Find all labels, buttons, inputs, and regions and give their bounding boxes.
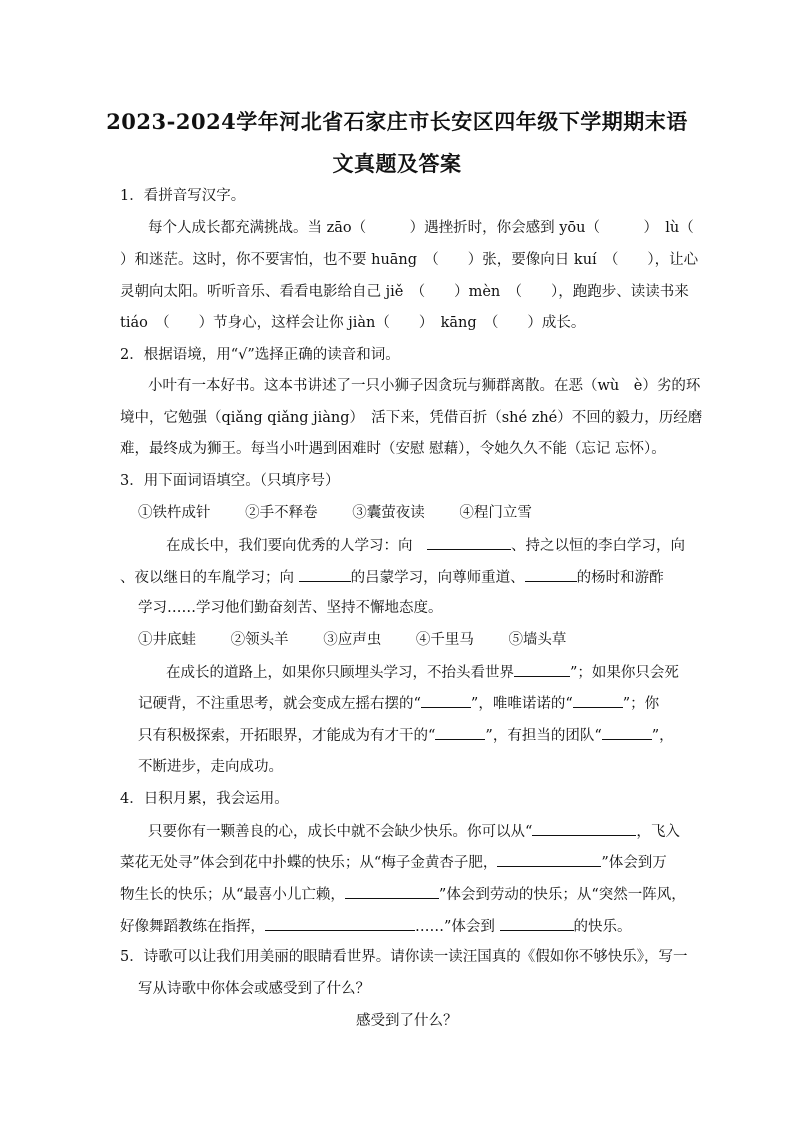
- q4-text: 好像舞蹈教练在指挥，: [120, 919, 265, 935]
- q4-text: ”体会到万: [601, 855, 667, 871]
- fill-blank[interactable]: [299, 567, 351, 582]
- q1-line-2: ）和迷茫。这时，你不要害怕，也不要 huāng （ ）张，要像向日 kuí （ ），让心: [120, 252, 699, 268]
- q4-line-1: [148, 821, 680, 842]
- q3-p2-text: ”，唯唯诺诺的“: [470, 696, 573, 712]
- q3-p2-text: ”；如果你只会死: [570, 665, 679, 681]
- fill-blank[interactable]: [532, 821, 636, 836]
- q3-option: ④程门立雪: [459, 505, 532, 521]
- q4-text: ……”体会到: [415, 919, 500, 935]
- fill-blank[interactable]: [435, 725, 485, 740]
- fill-blank[interactable]: [525, 567, 577, 582]
- q4-text: ”体会到劳动的快乐；从“突然一阵风，: [438, 887, 686, 903]
- q3-p1-text: 、持之以恒的李白学习，向: [511, 538, 685, 554]
- fill-blank[interactable]: [514, 662, 570, 677]
- q2-line-3: 难，最终成为狮王。每当小叶遇到困难时（安慰 慰藉），令她久久不能（忘记 忘怀）。: [120, 441, 666, 457]
- q3-option: ①铁杵成针: [138, 505, 211, 521]
- q5-line-3: 感受到了什么？: [356, 1013, 458, 1029]
- q3-p2-line-1: [166, 662, 679, 683]
- doc-title-line-2: 文真题及答案: [332, 151, 462, 176]
- q3-p2-text: 在成长的道路上，如果你只顾埋头学习，不抬头看世界: [166, 665, 514, 681]
- fill-blank[interactable]: [421, 693, 471, 708]
- q3-p2-line-3: [138, 725, 674, 746]
- q3-p2-text: ”，: [651, 728, 674, 744]
- q4-text: 的快乐。: [573, 919, 632, 935]
- q3-p1-line-1: [166, 535, 685, 556]
- q3-option: ②领头羊: [230, 632, 289, 648]
- q3-p1-text: 在成长中，我们要向优秀的人学习：向: [166, 538, 427, 554]
- fill-blank[interactable]: [497, 852, 601, 867]
- q3-option: ①井底蛙: [138, 632, 196, 648]
- q3-option: ③囊萤夜读: [352, 505, 425, 521]
- q3-p1-line-2: [120, 567, 664, 588]
- fill-blank[interactable]: [345, 884, 439, 899]
- q3-p2-line-2: [138, 693, 659, 714]
- fill-blank[interactable]: [602, 725, 652, 740]
- q3-p2-line-4: 不断进步，走向成功。: [138, 759, 283, 775]
- q4-line-3: [120, 884, 686, 905]
- q3-p2-text: ”，有担当的团队“: [485, 728, 602, 744]
- q2-heading: 2．根据语境，用“√”选择正确的读音和词。: [120, 347, 400, 363]
- q1-heading: 1．看拼音写汉字。: [120, 188, 246, 204]
- q4-heading: 4．日积月累，我会运用。: [120, 791, 289, 807]
- q3-p2-text: ”；你: [622, 696, 660, 712]
- q3-options-1: [138, 503, 562, 523]
- fill-blank[interactable]: [573, 693, 623, 708]
- q3-option: ②手不释卷: [245, 505, 318, 521]
- q4-text: 只要你有一颗善良的心，成长中就不会缺少快乐。你可以从“: [148, 824, 533, 840]
- q2-line-2: 境中，它勉强（qiǎng qiǎng jiàng） 活下来，凭借百折（shé zhé）不回的毅力，历经磨: [120, 410, 703, 426]
- q3-p1-line-3: 学习……学习他们勤奋刻苦、坚持不懈地态度。: [138, 600, 443, 616]
- q4-line-2: [120, 852, 667, 873]
- q1-line-4: tiáo （ ）节身心，这样会让你 jiàn（ ） kāng （ ）成长。: [120, 315, 586, 331]
- q3-p2-text: 只有积极探索，开拓眼界，才能成为有才干的“: [138, 728, 436, 744]
- q3-p1-text: 、夜以继日的车胤学习；向: [120, 570, 299, 586]
- q3-options-2: [138, 630, 596, 650]
- q4-text: 物生长的快乐；从“最喜小儿亡赖，: [120, 887, 345, 903]
- q2-line-1: 小叶有一本好书。这本书讲述了一只小狮子因贪玩与狮群离散。在恶（wù è）劣的环: [148, 378, 701, 394]
- fill-blank[interactable]: [500, 916, 574, 931]
- q3-p1-text: 的杨时和游酢: [576, 570, 664, 586]
- doc-title-line-1: 2023-2024学年河北省石家庄市长安区四年级下学期期末语: [106, 109, 688, 134]
- q1-line-1: 每个人成长都充满挑战。当 zāo（ ）遇挫折时，你会感到 yōu（ ） lù（: [148, 220, 694, 236]
- q1-line-3: 灵朝向太阳。听听音乐、看看电影给自己 jiě （ ）mèn （ ），跑跑步、读读书来: [120, 284, 689, 300]
- q5-heading: 5．诗歌可以让我们用美丽的眼睛看世界。请你读一读汪国真的《假如你不够快乐》，写一: [120, 949, 688, 965]
- fill-blank[interactable]: [265, 916, 415, 931]
- q4-text: 菜花无处寻”体会到花中扑蝶的快乐；从“梅子金黄杏子肥，: [120, 855, 498, 871]
- fill-blank[interactable]: [427, 535, 511, 550]
- q4-line-4: [120, 916, 632, 937]
- q3-option: ⑤墙头草: [508, 632, 567, 648]
- q3-option: ④千里马: [415, 632, 474, 648]
- q3-option: ③应声虫: [323, 632, 382, 648]
- q3-heading: 3．用下面词语填空。（只填序号）: [120, 473, 340, 489]
- q5-line-2: 写从诗歌中你体会或感受到了什么？: [138, 981, 370, 997]
- q3-p1-text: 的吕蒙学习，向尊师重道、: [350, 570, 525, 586]
- q3-p2-text: 记硬背，不注重思考，就会变成左摇右摆的“: [138, 696, 421, 712]
- q4-text: ，飞入: [636, 824, 680, 840]
